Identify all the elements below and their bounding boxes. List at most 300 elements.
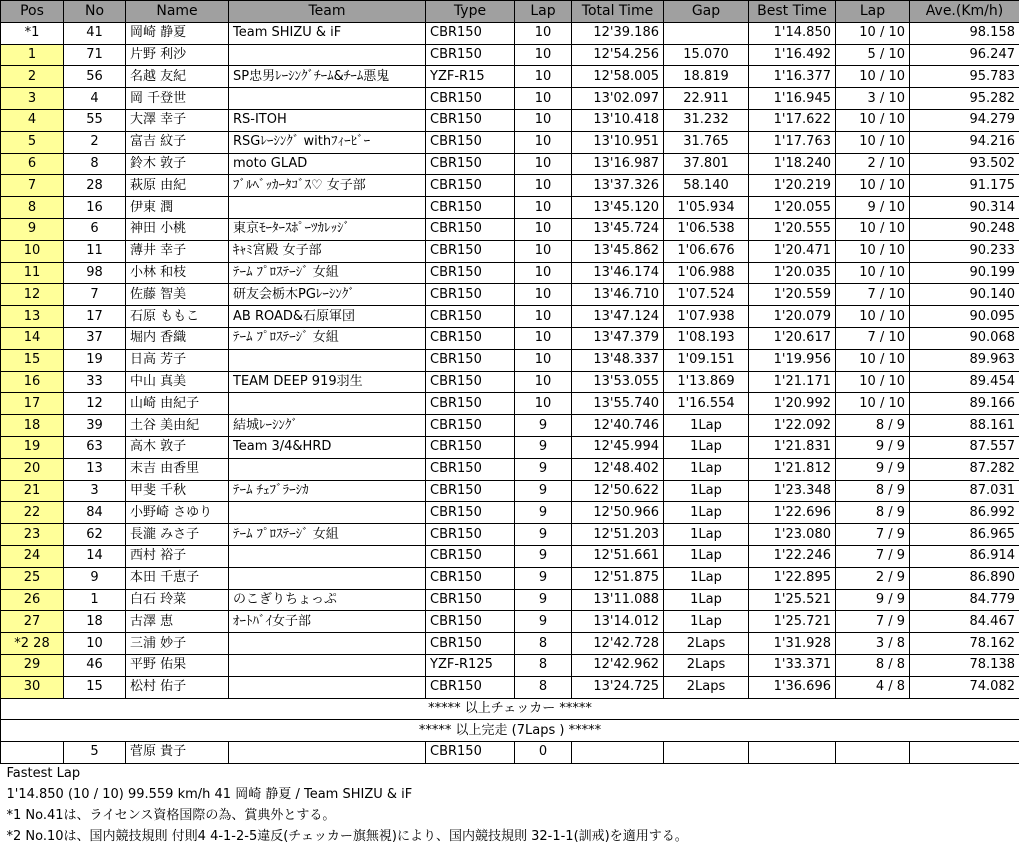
table-row xyxy=(1,633,1019,655)
cell-gap: 1Lap xyxy=(664,436,749,458)
cell-best-time: 1'36.696 xyxy=(749,676,836,698)
cell-average-speed: 96.247 xyxy=(910,44,1019,66)
cell-pos: 25 xyxy=(1,567,64,589)
cell-best-lap: 10 / 10 xyxy=(836,131,910,153)
cell-name: 名越 友紀 xyxy=(126,66,229,88)
cell-name: 小野崎 さゆり xyxy=(126,502,229,524)
cell-no: 3 xyxy=(64,480,126,502)
table-row xyxy=(1,589,1019,611)
cell-team: RSGﾚｰｼﾝｸﾞ withﾌｨｰﾋﾞｰ xyxy=(229,131,426,153)
cell-best-lap: 5 / 10 xyxy=(836,44,910,66)
fastest-lap-title: Fastest Lap xyxy=(1,763,1019,784)
cell-average-speed: 84.467 xyxy=(910,611,1019,633)
cell-team xyxy=(229,44,426,66)
cell-average-speed: 90.199 xyxy=(910,262,1019,284)
cell-total-time: 13'46.710 xyxy=(572,284,664,306)
cell-best-time: 1'25.521 xyxy=(749,589,836,611)
cell-no: 4 xyxy=(64,88,126,110)
cell-best-time: 1'16.945 xyxy=(749,88,836,110)
finish-line: ***** 以上完走 (7Laps ) ***** xyxy=(1,720,1019,742)
cell-average-speed: 90.314 xyxy=(910,197,1019,219)
cell-team: ｵｰﾄﾊﾞｲ女子部 xyxy=(229,611,426,633)
cell-no: 33 xyxy=(64,371,126,393)
cell-gap: 1'05.934 xyxy=(664,197,749,219)
cell-no: 28 xyxy=(64,175,126,197)
cell-total-time: 12'50.622 xyxy=(572,480,664,502)
cell-average-speed: 86.992 xyxy=(910,502,1019,524)
cell-gap: 15.070 xyxy=(664,44,749,66)
cell-average-speed: 86.965 xyxy=(910,524,1019,546)
cell-best-time: 1'22.696 xyxy=(749,502,836,524)
table-row xyxy=(1,415,1019,437)
cell-best-time: 1'22.092 xyxy=(749,415,836,437)
cell-type: CBR150 xyxy=(426,349,515,371)
col-best-time: Best Time xyxy=(749,1,836,23)
cell-gap: 1Lap xyxy=(664,567,749,589)
cell-name: 神田 小桃 xyxy=(126,218,229,240)
cell-lap: 10 xyxy=(515,218,572,240)
cell-total-time: 13'10.418 xyxy=(572,109,664,131)
cell-best-lap: 3 / 8 xyxy=(836,633,910,655)
cell-gap: 1'09.151 xyxy=(664,349,749,371)
cell-pos: 12 xyxy=(1,284,64,306)
cell-name: 小林 和枝 xyxy=(126,262,229,284)
cell-best-time: 1'20.555 xyxy=(749,218,836,240)
cell-gap: 1Lap xyxy=(664,480,749,502)
cell-best-time: 1'31.928 xyxy=(749,633,836,655)
cell-pos: 22 xyxy=(1,502,64,524)
cell-gap: 2Laps xyxy=(664,676,749,698)
cell-lap: 9 xyxy=(515,415,572,437)
col-average-speed: Ave.(Km/h) xyxy=(910,1,1019,23)
table-row xyxy=(1,153,1019,175)
cell-type: CBR150 xyxy=(426,415,515,437)
cell-gap: 1Lap xyxy=(664,415,749,437)
table-row xyxy=(1,284,1019,306)
cell-average-speed: 89.454 xyxy=(910,371,1019,393)
table-row xyxy=(1,327,1019,349)
cell-pos: 6 xyxy=(1,153,64,175)
cell-total-time: 12'51.875 xyxy=(572,567,664,589)
cell-pos: 27 xyxy=(1,611,64,633)
cell-best-lap: 2 / 9 xyxy=(836,567,910,589)
cell-gap xyxy=(664,22,749,44)
cell-team xyxy=(229,393,426,415)
footer-row xyxy=(1,763,1019,784)
cell-total-time: 12'58.005 xyxy=(572,66,664,88)
cell-type: CBR150 xyxy=(426,676,515,698)
cell-pos: 13 xyxy=(1,306,64,328)
cell-best-lap: 10 / 10 xyxy=(836,371,910,393)
cell-best-lap: 10 / 10 xyxy=(836,306,910,328)
cell-no: 55 xyxy=(64,109,126,131)
cell-best-time: 1'22.895 xyxy=(749,567,836,589)
cell-no: 63 xyxy=(64,436,126,458)
cell-team: SP忠男ﾚｰｼﾝｸﾞﾁｰﾑ&ﾁｰﾑ悪鬼 xyxy=(229,66,426,88)
cell-average-speed: 78.138 xyxy=(910,654,1019,676)
cell-type: YZF-R15 xyxy=(426,66,515,88)
footer-row xyxy=(1,805,1019,826)
cell-no: 56 xyxy=(64,66,126,88)
cell-gap: 1Lap xyxy=(664,502,749,524)
cell-lap: 10 xyxy=(515,22,572,44)
table-row xyxy=(1,66,1019,88)
cell-lap: 10 xyxy=(515,393,572,415)
cell-gap: 1'07.524 xyxy=(664,284,749,306)
cell-name: 高木 敦子 xyxy=(126,436,229,458)
cell-name: 大澤 幸子 xyxy=(126,109,229,131)
cell-gap: 1Lap xyxy=(664,611,749,633)
cell-name: 富吉 紋子 xyxy=(126,131,229,153)
cell-type: CBR150 xyxy=(426,567,515,589)
cell-gap: 2Laps xyxy=(664,633,749,655)
cell-total-time: 13'47.124 xyxy=(572,306,664,328)
table-row xyxy=(1,218,1019,240)
cell-gap: 1'13.869 xyxy=(664,371,749,393)
cell-lap: 9 xyxy=(515,589,572,611)
cell-type: CBR150 xyxy=(426,371,515,393)
cell-no: 1 xyxy=(64,589,126,611)
cell-total-time: 13'02.097 xyxy=(572,88,664,110)
cell-best-time: 1'20.079 xyxy=(749,306,836,328)
cell-team xyxy=(229,349,426,371)
cell-team: AB ROAD&石原軍団 xyxy=(229,306,426,328)
cell-lap: 9 xyxy=(515,502,572,524)
cell-total-time: 13'47.379 xyxy=(572,327,664,349)
dnf-type: CBR150 xyxy=(426,742,515,764)
cell-lap: 10 xyxy=(515,240,572,262)
cell-team xyxy=(229,676,426,698)
table-row xyxy=(1,676,1019,698)
cell-team xyxy=(229,458,426,480)
cell-best-lap: 9 / 9 xyxy=(836,458,910,480)
dnf-lap: 0 xyxy=(515,742,572,764)
cell-total-time: 13'14.012 xyxy=(572,611,664,633)
cell-lap: 8 xyxy=(515,676,572,698)
cell-type: CBR150 xyxy=(426,218,515,240)
cell-gap: 31.232 xyxy=(664,109,749,131)
cell-best-lap: 2 / 10 xyxy=(836,153,910,175)
col-lap: Lap xyxy=(515,1,572,23)
cell-lap: 10 xyxy=(515,153,572,175)
cell-type: CBR150 xyxy=(426,327,515,349)
cell-name: 岡崎 静夏 xyxy=(126,22,229,44)
cell-lap: 8 xyxy=(515,654,572,676)
cell-team: ｷｬﾐ宮殿 女子部 xyxy=(229,240,426,262)
cell-total-time: 13'45.120 xyxy=(572,197,664,219)
cell-pos: 2 xyxy=(1,66,64,88)
cell-team: ﾃｰﾑ ﾁｪﾌﾞﾗｰｼｶ xyxy=(229,480,426,502)
cell-name: 伊東 潤 xyxy=(126,197,229,219)
table-row xyxy=(1,240,1019,262)
cell-best-time: 1'20.055 xyxy=(749,197,836,219)
col-no: No xyxy=(64,1,126,23)
cell-no: 39 xyxy=(64,415,126,437)
cell-no: 62 xyxy=(64,524,126,546)
cell-best-time: 1'20.219 xyxy=(749,175,836,197)
table-row xyxy=(1,545,1019,567)
cell-best-lap: 4 / 8 xyxy=(836,676,910,698)
cell-pos: 24 xyxy=(1,545,64,567)
table-row xyxy=(1,131,1019,153)
cell-team: ﾌﾞﾙﾍﾞｯｶｰﾀｺﾞｽ♡ 女子部 xyxy=(229,175,426,197)
results-body xyxy=(1,22,1019,698)
cell-average-speed: 90.068 xyxy=(910,327,1019,349)
cell-best-lap: 9 / 9 xyxy=(836,436,910,458)
cell-lap: 10 xyxy=(515,44,572,66)
cell-gap: 1'06.988 xyxy=(664,262,749,284)
cell-type: CBR150 xyxy=(426,633,515,655)
cell-lap: 9 xyxy=(515,458,572,480)
col-best-lap: Lap xyxy=(836,1,910,23)
dnf-name: 菅原 貴子 xyxy=(126,742,229,764)
cell-best-lap: 7 / 9 xyxy=(836,524,910,546)
cell-average-speed: 89.166 xyxy=(910,393,1019,415)
cell-no: 37 xyxy=(64,327,126,349)
cell-team: Team 3/4&HRD xyxy=(229,436,426,458)
cell-best-time: 1'20.992 xyxy=(749,393,836,415)
cell-gap: 1'06.676 xyxy=(664,240,749,262)
cell-best-lap: 10 / 10 xyxy=(836,175,910,197)
cell-total-time: 13'16.987 xyxy=(572,153,664,175)
cell-best-lap: 10 / 10 xyxy=(836,393,910,415)
cell-average-speed: 90.140 xyxy=(910,284,1019,306)
cell-lap: 10 xyxy=(515,284,572,306)
cell-no: 71 xyxy=(64,44,126,66)
cell-type: CBR150 xyxy=(426,262,515,284)
cell-best-lap: 7 / 10 xyxy=(836,284,910,306)
dnf-total xyxy=(572,742,664,764)
cell-name: 薄井 幸子 xyxy=(126,240,229,262)
fastest-lap-detail: 1'14.850 (10 / 10) 99.559 km/h 41 岡崎 静夏 / Team SHIZU & iF xyxy=(6,787,413,803)
cell-pos: 19 xyxy=(1,436,64,458)
cell-team xyxy=(229,567,426,589)
cell-type: CBR150 xyxy=(426,131,515,153)
cell-average-speed: 87.031 xyxy=(910,480,1019,502)
cell-name: 岡 千登世 xyxy=(126,88,229,110)
table-row xyxy=(1,88,1019,110)
cell-gap: 2Laps xyxy=(664,654,749,676)
cell-best-time: 1'17.763 xyxy=(749,131,836,153)
cell-team: 東京ﾓｰﾀｰｽﾎﾟｰﾂｶﾚｯｼﾞ xyxy=(229,218,426,240)
cell-best-time: 1'18.240 xyxy=(749,153,836,175)
cell-gap: 37.801 xyxy=(664,153,749,175)
cell-gap: 1'16.554 xyxy=(664,393,749,415)
cell-name: 萩原 由紀 xyxy=(126,175,229,197)
cell-best-time: 1'20.035 xyxy=(749,262,836,284)
cell-lap: 9 xyxy=(515,436,572,458)
cell-best-lap: 8 / 9 xyxy=(836,502,910,524)
cell-pos: 1 xyxy=(1,44,64,66)
cell-best-lap: 10 / 10 xyxy=(836,22,910,44)
col-total-time: Total Time xyxy=(572,1,664,23)
cell-pos: 16 xyxy=(1,371,64,393)
cell-average-speed: 94.279 xyxy=(910,109,1019,131)
cell-team: moto GLAD xyxy=(229,153,426,175)
cell-team: 結城ﾚｰｼﾝｸﾞ xyxy=(229,415,426,437)
cell-best-time: 1'20.617 xyxy=(749,327,836,349)
cell-pos: 9 xyxy=(1,218,64,240)
cell-pos: 8 xyxy=(1,197,64,219)
cell-no: 10 xyxy=(64,633,126,655)
col-team: Team xyxy=(229,1,426,23)
dnf-blap xyxy=(836,742,910,764)
cell-total-time: 12'51.203 xyxy=(572,524,664,546)
table-row xyxy=(1,306,1019,328)
cell-team: ﾃｰﾑ ﾌﾟﾛｽﾃｰｼﾞ 女組 xyxy=(229,262,426,284)
cell-total-time: 13'24.725 xyxy=(572,676,664,698)
cell-team xyxy=(229,545,426,567)
cell-average-speed: 90.233 xyxy=(910,240,1019,262)
cell-total-time: 13'53.055 xyxy=(572,371,664,393)
cell-best-time: 1'17.622 xyxy=(749,109,836,131)
table-row xyxy=(1,502,1019,524)
cell-lap: 10 xyxy=(515,306,572,328)
cell-pos: 5 xyxy=(1,131,64,153)
cell-best-time: 1'16.492 xyxy=(749,44,836,66)
cell-no: 19 xyxy=(64,349,126,371)
cell-gap: 58.140 xyxy=(664,175,749,197)
table-row xyxy=(1,393,1019,415)
cell-best-lap: 7 / 9 xyxy=(836,545,910,567)
cell-best-time: 1'23.080 xyxy=(749,524,836,546)
table-row xyxy=(1,22,1019,44)
cell-no: 84 xyxy=(64,502,126,524)
cell-pos: 26 xyxy=(1,589,64,611)
cell-gap: 1'07.938 xyxy=(664,306,749,328)
cell-best-lap: 10 / 10 xyxy=(836,262,910,284)
cell-team: 研友会栃木PGﾚｰｼﾝｸﾞ xyxy=(229,284,426,306)
cell-total-time: 12'54.256 xyxy=(572,44,664,66)
cell-lap: 10 xyxy=(515,327,572,349)
cell-average-speed: 84.779 xyxy=(910,589,1019,611)
cell-team: TEAM DEEP 919羽生 xyxy=(229,371,426,393)
cell-best-time: 1'20.559 xyxy=(749,284,836,306)
table-row xyxy=(1,458,1019,480)
col-name: Name xyxy=(126,1,229,23)
cell-type: CBR150 xyxy=(426,306,515,328)
cell-type: CBR150 xyxy=(426,502,515,524)
cell-average-speed: 87.282 xyxy=(910,458,1019,480)
cell-best-time: 1'21.831 xyxy=(749,436,836,458)
cell-best-time: 1'16.377 xyxy=(749,66,836,88)
cell-name: 本田 千恵子 xyxy=(126,567,229,589)
cell-average-speed: 93.502 xyxy=(910,153,1019,175)
cell-name: 土谷 美由紀 xyxy=(126,415,229,437)
cell-best-lap: 8 / 9 xyxy=(836,415,910,437)
cell-no: 13 xyxy=(64,458,126,480)
cell-lap: 10 xyxy=(515,109,572,131)
cell-lap: 8 xyxy=(515,633,572,655)
cell-pos: 29 xyxy=(1,654,64,676)
cell-total-time: 13'48.337 xyxy=(572,349,664,371)
cell-name: 山崎 由紀子 xyxy=(126,393,229,415)
cell-no: 46 xyxy=(64,654,126,676)
cell-type: CBR150 xyxy=(426,480,515,502)
cell-name: 松村 佑子 xyxy=(126,676,229,698)
cell-average-speed: 90.095 xyxy=(910,306,1019,328)
table-row xyxy=(1,436,1019,458)
cell-total-time: 13'11.088 xyxy=(572,589,664,611)
cell-pos: 21 xyxy=(1,480,64,502)
cell-type: CBR150 xyxy=(426,524,515,546)
cell-no: 98 xyxy=(64,262,126,284)
cell-no: 18 xyxy=(64,611,126,633)
cell-average-speed: 74.082 xyxy=(910,676,1019,698)
cell-name: 末吉 由香里 xyxy=(126,458,229,480)
cell-no: 7 xyxy=(64,284,126,306)
cell-average-speed: 89.963 xyxy=(910,349,1019,371)
cell-total-time: 13'46.174 xyxy=(572,262,664,284)
table-row xyxy=(1,567,1019,589)
cell-pos: 17 xyxy=(1,393,64,415)
cell-total-time: 12'48.402 xyxy=(572,458,664,480)
cell-best-time: 1'21.812 xyxy=(749,458,836,480)
finish-row xyxy=(1,720,1019,742)
cell-no: 11 xyxy=(64,240,126,262)
cell-average-speed: 98.158 xyxy=(910,22,1019,44)
table-row xyxy=(1,611,1019,633)
col-pos: Pos xyxy=(1,1,64,23)
cell-team: ﾃｰﾑ ﾌﾟﾛｽﾃｰｼﾞ 女組 xyxy=(229,327,426,349)
cell-type: CBR150 xyxy=(426,22,515,44)
cell-team: RS-ITOH xyxy=(229,109,426,131)
cell-name: 中山 真美 xyxy=(126,371,229,393)
cell-best-lap: 10 / 10 xyxy=(836,218,910,240)
cell-name: 堀内 香織 xyxy=(126,327,229,349)
cell-best-time: 1'14.850 xyxy=(749,22,836,44)
cell-no: 9 xyxy=(64,567,126,589)
cell-lap: 9 xyxy=(515,524,572,546)
header-row xyxy=(1,1,1019,23)
cell-type: CBR150 xyxy=(426,284,515,306)
cell-best-time: 1'20.471 xyxy=(749,240,836,262)
cell-type: CBR150 xyxy=(426,197,515,219)
cell-gap: 1Lap xyxy=(664,524,749,546)
cell-gap: 1Lap xyxy=(664,589,749,611)
col-type: Type xyxy=(426,1,515,23)
cell-pos: 15 xyxy=(1,349,64,371)
checker-row xyxy=(1,698,1019,720)
cell-lap: 9 xyxy=(515,567,572,589)
cell-average-speed: 87.557 xyxy=(910,436,1019,458)
checker-line: ***** 以上チェッカー ***** xyxy=(1,698,1019,720)
footer-row xyxy=(1,826,1019,847)
cell-gap: 31.765 xyxy=(664,131,749,153)
cell-pos: 23 xyxy=(1,524,64,546)
cell-no: 41 xyxy=(64,22,126,44)
table-row xyxy=(1,109,1019,131)
cell-total-time: 12'51.661 xyxy=(572,545,664,567)
cell-best-lap: 8 / 9 xyxy=(836,480,910,502)
cell-best-lap: 10 / 10 xyxy=(836,109,910,131)
cell-total-time: 12'40.746 xyxy=(572,415,664,437)
cell-no: 17 xyxy=(64,306,126,328)
table-row xyxy=(1,654,1019,676)
cell-best-lap: 3 / 10 xyxy=(836,88,910,110)
cell-type: CBR150 xyxy=(426,109,515,131)
footer-row xyxy=(1,785,1019,806)
cell-team xyxy=(229,633,426,655)
cell-pos: 11 xyxy=(1,262,64,284)
cell-best-time: 1'25.721 xyxy=(749,611,836,633)
cell-type: CBR150 xyxy=(426,611,515,633)
cell-pos: *1 xyxy=(1,22,64,44)
cell-lap: 9 xyxy=(515,611,572,633)
cell-pos: 7 xyxy=(1,175,64,197)
cell-pos: 18 xyxy=(1,415,64,437)
cell-name: 西村 裕子 xyxy=(126,545,229,567)
